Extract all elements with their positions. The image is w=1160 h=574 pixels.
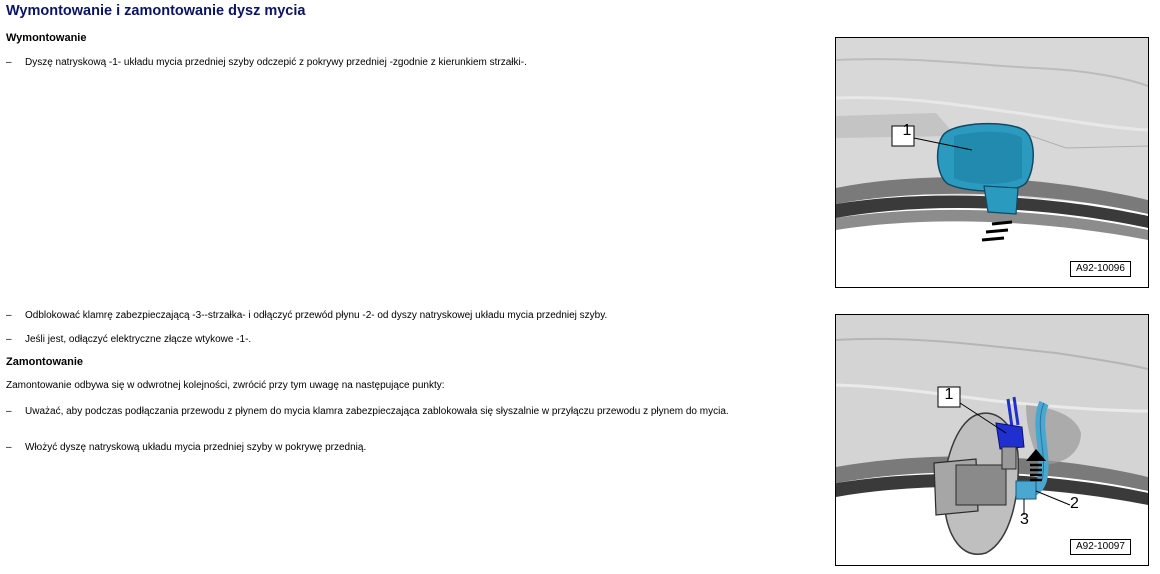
installation-intro: Zamontowanie odbywa się w odwrotnej kolejności, zwrócić przy tym uwagę na następujące punkty:: [6, 380, 445, 391]
installation-step-1: [6, 405, 796, 418]
removal-step-2: [6, 309, 796, 322]
figure-code: A92-10096: [1070, 261, 1131, 277]
callout-label-2: 2: [1070, 495, 1079, 512]
removal-step-2-text: Odblokować klamrę zabezpieczającą -3--strzałka- i odłączyć przewód płynu -2- od dyszy natryskowej układu mycia przedniej szyby.: [25, 310, 608, 321]
installation-heading: Zamontowanie: [6, 356, 84, 368]
figure-nozzle-hose: [835, 314, 1149, 566]
callout-label-3: 3: [1020, 511, 1029, 528]
figure-nozzle-removal: [835, 37, 1149, 288]
callout-label: 1: [902, 122, 912, 139]
removal-step-3: [6, 333, 796, 346]
bullet-dash: –: [6, 334, 12, 345]
page-title: Wymontowanie i zamontowanie dysz mycia: [6, 3, 306, 19]
bullet-dash: –: [6, 406, 12, 417]
removal-step-3-text: Jeśli jest, odłączyć elektryczne złącze wtykowe -1-.: [25, 334, 252, 345]
nozzle-illustration: [836, 38, 1148, 287]
bullet-dash: –: [6, 310, 12, 321]
removal-heading: Wymontowanie: [6, 32, 87, 44]
installation-step-2: [6, 441, 796, 454]
removal-step-1-text: Dyszę natryskową -1- układu mycia przedniej szyby odczepić z pokrywy przedniej -zgodnie z kierunkiem strzałki-.: [25, 57, 527, 68]
installation-step-1-text: Uważać, aby podczas podłączania przewodu z płynem do mycia klamra zabezpieczająca zablokowała się słyszalnie w przyłączu przewodu z płynem do mycia.: [25, 406, 729, 417]
figure-code: A92-10097: [1070, 539, 1131, 555]
hose-illustration: [836, 315, 1148, 565]
bullet-dash: –: [6, 57, 12, 68]
callout-label-1: 1: [944, 386, 954, 403]
installation-step-2-text: Włożyć dyszę natryskową układu mycia przedniej szyby w pokrywę przednią.: [25, 442, 367, 453]
removal-step-1: [6, 56, 796, 69]
bullet-dash: –: [6, 442, 12, 453]
